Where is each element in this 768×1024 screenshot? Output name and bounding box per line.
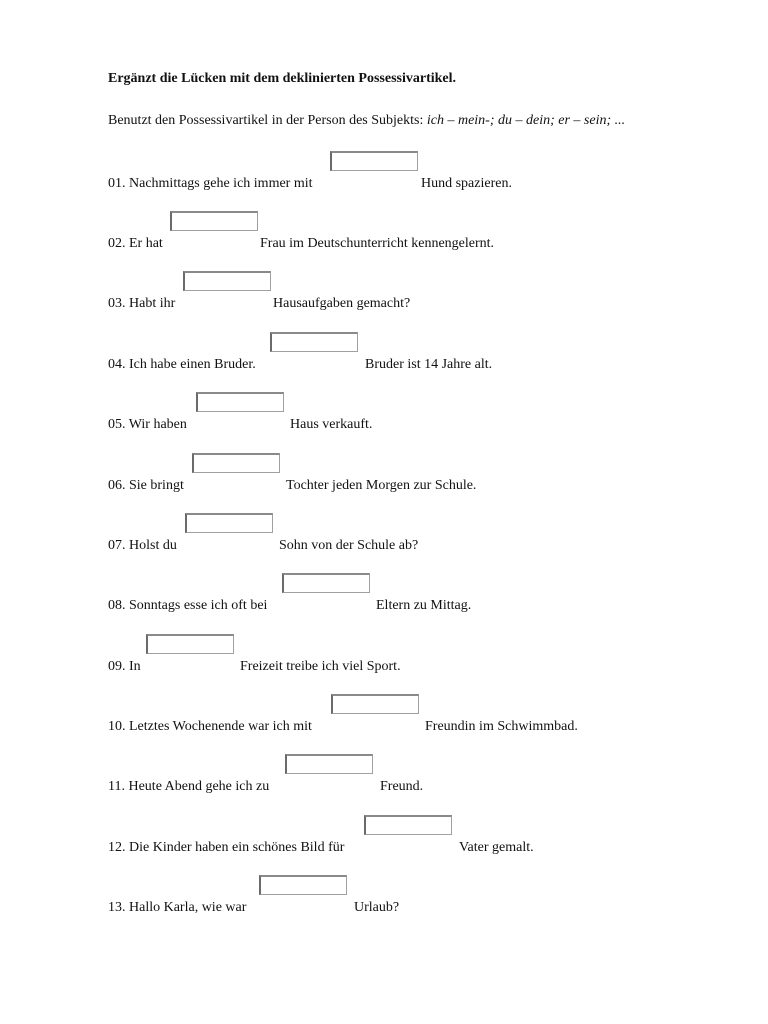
exercise-before: Die Kinder haben ein schönes Bild für <box>129 840 345 855</box>
exercise-number: 12. <box>108 840 126 855</box>
exercise-03-answer-field[interactable] <box>183 271 271 291</box>
exercise-09-sentence <box>108 659 141 675</box>
exercise-13-sentence <box>108 900 246 916</box>
exercise-04-sentence <box>108 357 256 373</box>
exercise-06-sentence <box>108 478 184 494</box>
exercise-number: 04. <box>108 357 126 372</box>
exercise-04-after: Bruder ist 14 Jahre alt. <box>365 357 493 372</box>
exercise-07-after: Sohn von der Schule ab? <box>279 538 419 553</box>
exercise-before: Er hat <box>129 236 163 251</box>
exercise-number: 03. <box>108 296 126 311</box>
worksheet-title: Ergänzt die Lücken mit dem deklinierten Possessivartikel. <box>108 71 457 86</box>
exercise-09-answer-field[interactable] <box>146 634 234 654</box>
instruction-hint: ich – mein-; du – dein; er – sein; ... <box>426 113 626 128</box>
exercise-02-sentence <box>108 236 163 252</box>
exercise-before: Wir haben <box>128 417 187 432</box>
exercise-05-after: Haus verkauft. <box>290 417 373 432</box>
exercise-number: 05. <box>108 417 126 432</box>
exercise-04-answer-field[interactable] <box>270 332 358 352</box>
exercise-03-sentence <box>108 296 175 312</box>
exercise-before: Nachmittags gehe ich immer mit <box>129 176 313 191</box>
exercise-13-answer-field[interactable] <box>259 875 347 895</box>
exercise-before: Sonntags esse ich oft bei <box>129 598 268 613</box>
exercise-10-sentence <box>108 719 312 735</box>
exercise-11-answer-field[interactable] <box>285 754 373 774</box>
exercise-12-after: Vater gemalt. <box>459 840 534 855</box>
exercise-before: Holst du <box>129 538 177 553</box>
exercise-number: 01. <box>108 176 126 191</box>
exercise-10-after: Freundin im Schwimmbad. <box>425 719 578 734</box>
exercise-06-after: Tochter jeden Morgen zur Schule. <box>286 478 477 493</box>
exercise-before: Ich habe einen Bruder. <box>129 357 256 372</box>
exercise-07-sentence <box>108 538 177 554</box>
exercise-before: Habt ihr <box>129 296 176 311</box>
exercise-08-answer-field[interactable] <box>282 573 370 593</box>
exercise-08-sentence <box>108 598 267 614</box>
exercise-before: In <box>129 659 141 674</box>
exercise-number: 10. <box>108 719 126 734</box>
exercise-07-answer-field[interactable] <box>185 513 273 533</box>
exercise-number: 08. <box>108 598 126 613</box>
exercise-number: 02. <box>108 236 126 251</box>
exercise-number: 11. <box>108 779 125 794</box>
exercise-01-after: Hund spazieren. <box>421 176 512 191</box>
exercise-before: Sie bringt <box>129 478 184 493</box>
exercise-12-sentence <box>108 840 344 856</box>
exercise-11-sentence <box>108 779 269 795</box>
exercise-before: Hallo Karla, wie war <box>129 900 247 915</box>
exercise-number: 06. <box>108 478 126 493</box>
exercise-13-after: Urlaub? <box>354 900 400 915</box>
exercise-09-after: Freizeit treibe ich viel Sport. <box>240 659 401 674</box>
exercise-01-answer-field[interactable] <box>330 151 418 171</box>
exercise-number: 13. <box>108 900 126 915</box>
exercise-08-after: Eltern zu Mittag. <box>376 598 472 613</box>
exercise-05-answer-field[interactable] <box>196 392 284 412</box>
exercise-11-after: Freund. <box>380 779 424 794</box>
exercise-02-after: Frau im Deutschunterricht kennengelernt. <box>260 236 495 251</box>
exercise-before: Heute Abend gehe ich zu <box>128 779 270 794</box>
exercise-03-after: Hausaufgaben gemacht? <box>273 296 411 311</box>
exercise-number: 07. <box>108 538 126 553</box>
exercise-02-answer-field[interactable] <box>170 211 258 231</box>
exercise-01-sentence <box>108 176 313 192</box>
exercise-12-answer-field[interactable] <box>364 815 452 835</box>
instruction-lead: Benutzt den Possessivartikel in der Person des Subjekts: <box>108 113 427 128</box>
exercise-06-answer-field[interactable] <box>192 453 280 473</box>
exercise-05-sentence <box>108 417 187 433</box>
exercise-number: 09. <box>108 659 126 674</box>
exercise-10-answer-field[interactable] <box>331 694 419 714</box>
exercise-before: Letztes Wochenende war ich mit <box>129 719 312 734</box>
instruction-text <box>108 113 625 129</box>
